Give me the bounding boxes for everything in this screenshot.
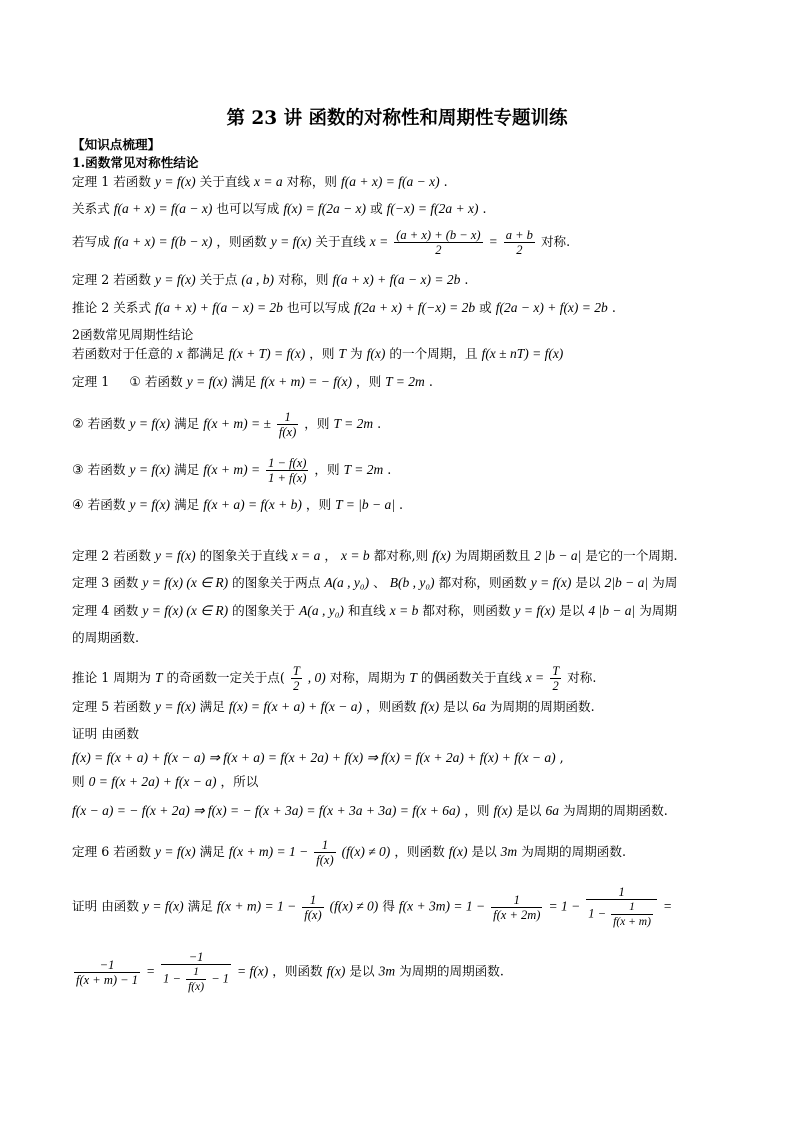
formula: y = f(x): [530, 575, 572, 590]
denominator: f(x + m): [613, 916, 651, 928]
formula: x = a: [254, 174, 283, 189]
compound-fraction: [586, 885, 657, 929]
formula: f(x + 3m) = 1 −: [398, 898, 486, 914]
formula: y = f(x): [155, 548, 196, 563]
document-title: 第 23 讲 函数的对称性和周期性专题训练: [226, 108, 568, 129]
fraction: [302, 893, 323, 922]
periodicity-theorem-2: [72, 548, 678, 564]
formula: 2 |b − a|: [534, 548, 582, 563]
circled-number: ③: [72, 463, 84, 478]
formula: T = 2m: [333, 416, 374, 431]
denominator: f(x): [188, 981, 205, 993]
formula: x = b: [341, 548, 370, 563]
section-2-title: 2函数常见周期性结论: [72, 327, 194, 342]
text: 为周期的周期函数.: [399, 963, 504, 979]
denominator: 2: [516, 243, 523, 257]
text: 也可以写成: [216, 201, 280, 216]
formula: f(x) = f(2a − x): [283, 201, 367, 216]
text: 若函数: [87, 416, 126, 431]
text: .: [482, 201, 487, 216]
text: 若写成: [72, 234, 110, 249]
text: 是以: [471, 844, 497, 859]
proof-6-step-1: [72, 885, 672, 929]
formula: f(a + x) + f(a − x) = 2b: [155, 300, 283, 315]
formula: f(x): [420, 699, 440, 714]
formula: T = |b − a|: [335, 497, 395, 512]
formula: =: [662, 898, 673, 914]
formula: y = f(x) (x ∈ R): [142, 575, 229, 590]
text: 关系式: [72, 201, 110, 216]
formula: y = f(x): [186, 374, 228, 389]
formula: B(b , y₀): [389, 575, 435, 590]
formula: = 1 −: [548, 898, 581, 914]
periodicity-theorem-4-cont: 的周期函数.: [72, 630, 139, 645]
formula: f(x + m) = 1 −: [216, 898, 297, 914]
formula: T = 2m: [385, 374, 425, 389]
text: 的图象关于两点: [232, 575, 321, 590]
text: 对称，则: [286, 174, 338, 189]
text: 定理 6 若函数: [72, 844, 151, 859]
inner-fraction: [611, 900, 653, 929]
fraction: [291, 664, 302, 693]
text: 对称，周期为: [329, 670, 406, 685]
section-1-title: 1.函数常见对称性结论: [72, 155, 199, 170]
numerator: −1: [161, 950, 231, 965]
fraction: [74, 958, 140, 987]
text: 推论 1 周期为: [72, 670, 151, 685]
text: 的图象关于: [232, 603, 296, 618]
formula: y = f(x): [155, 272, 196, 287]
text: ，则: [314, 462, 340, 477]
text: 的偶函数关于直线: [420, 670, 522, 685]
text: 为周期的周期函数.: [489, 699, 595, 714]
formula: f(x): [366, 346, 386, 361]
formula: A(a , y₀): [324, 575, 370, 590]
denominator: 2: [435, 243, 442, 257]
proof-5-step-1: [72, 750, 564, 766]
text: ，所以: [220, 774, 259, 789]
denominator: [161, 965, 231, 994]
formula: 6a: [472, 699, 486, 714]
proof-5-step-3: [72, 803, 668, 819]
section-header: 【知识点梳理】: [72, 137, 161, 152]
text: 若函数对于任意的: [72, 346, 173, 361]
proof-5-step-2: [72, 774, 258, 790]
text: 满足: [174, 462, 200, 477]
text: 或: [370, 201, 383, 216]
text: 满足: [231, 374, 257, 389]
symmetry-theorem-1: [72, 174, 448, 190]
formula: f(x): [326, 963, 346, 979]
symmetry-theorem-2: [72, 272, 468, 288]
formula: f(x): [432, 548, 451, 563]
formula: y = f(x): [129, 462, 171, 477]
numerator: (a + x) + (b − x): [396, 228, 481, 242]
periodicity-theorem-1-case-3: [72, 456, 391, 485]
numerator: 1: [302, 893, 323, 908]
text: 的奇函数一定关于点(: [166, 670, 285, 685]
text: ，则函数: [216, 234, 267, 249]
text: 为周: [652, 575, 678, 590]
symmetry-relation: [72, 201, 487, 217]
text: ，则: [464, 803, 490, 818]
text: ，则: [304, 416, 330, 431]
text: 证明 由函数: [72, 898, 139, 914]
formula: y = f(x): [155, 844, 196, 859]
formula: f(−x) = f(2a + x): [386, 201, 479, 216]
circled-number: ①: [129, 375, 141, 390]
text: .: [377, 416, 382, 431]
text: ，则函数: [272, 963, 323, 979]
denominator: f(x): [316, 853, 334, 867]
text: 和直线: [347, 603, 386, 618]
proof-6-step-2: [72, 950, 504, 994]
text: 为周期的周期函数.: [562, 803, 668, 818]
formula: f(x + m) = 1 −: [228, 844, 309, 859]
inner-fraction: [186, 965, 206, 994]
text: 都对称，则函数: [438, 575, 527, 590]
text: 若函数: [87, 462, 126, 477]
numerator: 1: [314, 838, 335, 853]
formula: 6a: [545, 803, 559, 818]
formula: y = f(x): [143, 898, 184, 914]
text: 是以: [516, 803, 542, 818]
text: 得: [382, 898, 395, 914]
text: 推论 2 关系式: [72, 300, 151, 315]
formula: y = f(x): [270, 234, 312, 249]
text: 对称，则: [278, 272, 329, 287]
denominator: f(x + 2m): [493, 907, 541, 922]
text: 1 −: [163, 971, 181, 986]
text: ,: [559, 750, 564, 765]
formula: =: [488, 234, 498, 249]
formula: x =: [369, 234, 389, 249]
fraction: [314, 838, 335, 867]
formula: f(a + x) + f(a − x) = 2b: [332, 272, 461, 287]
formula: x = b: [389, 603, 419, 618]
formula: 4 |b − a|: [588, 603, 636, 618]
formula: 2|b − a|: [604, 575, 649, 590]
text: 关于点: [199, 272, 238, 287]
formula: f(a + x) = f(a − x): [113, 201, 213, 216]
text: 定理 3 函数: [72, 575, 139, 590]
formula: f(x): [493, 803, 513, 818]
text: 、: [373, 575, 386, 590]
fraction: [277, 410, 298, 439]
text: 是它的一个周期.: [585, 548, 678, 563]
formula: f(a + x) = f(b − x): [113, 234, 213, 249]
text: 满足: [174, 497, 200, 512]
formula: f(x ± nT) = f(x): [481, 346, 564, 361]
formula: x: [176, 346, 183, 361]
text: 定理 5 若函数: [72, 699, 151, 714]
formula: (a , b): [241, 272, 275, 287]
text: 满足: [199, 699, 225, 714]
denominator: f(x): [278, 425, 297, 439]
formula: = f(x): [237, 963, 269, 979]
periodicity-theorem-6: [72, 838, 626, 867]
text: 都满足: [186, 346, 225, 361]
formula: y = f(x): [129, 416, 171, 431]
numerator: 1: [186, 965, 206, 980]
formula: f(x) = f(x + a) + f(x − a): [228, 699, 362, 714]
formula: f(x − a) = − f(x + 2a) ⇒ f(x) = − f(x + 3a) = f(x + 3a + 3a) = f(x + 6a): [72, 803, 461, 818]
text: 关于直线: [199, 174, 250, 189]
formula: y = f(x): [129, 497, 171, 512]
text: 定理 1: [72, 374, 110, 389]
text: 定理 1 若函数: [72, 174, 151, 189]
symmetry-corollary-2: [72, 300, 616, 316]
text: ，则: [305, 497, 332, 512]
formula: y = f(x): [155, 174, 196, 189]
text: 是以: [349, 963, 375, 979]
text: 都对称,则: [373, 548, 429, 563]
text: 则: [72, 774, 85, 789]
text: 为周期: [639, 603, 678, 618]
circled-number: ④: [72, 498, 84, 513]
formula: f(x + m) =: [203, 462, 261, 477]
text: .: [611, 300, 616, 315]
numerator: 1: [491, 893, 542, 908]
formula: y = f(x): [155, 699, 196, 714]
formula: , 0): [307, 670, 326, 685]
formula: f(x + m) = − f(x): [260, 374, 352, 389]
numerator: −1: [74, 958, 140, 973]
periodicity-theorem-3: [72, 575, 677, 591]
periodicity-theorem-5: [72, 699, 595, 715]
fraction: [394, 228, 482, 257]
symmetry-general-form: [72, 228, 570, 257]
formula: f(2a − x) + f(x) = 2b: [495, 300, 608, 315]
text: − 1: [211, 971, 229, 986]
formula: A(a , y₀): [299, 603, 344, 618]
text: 也可以写成: [286, 300, 350, 315]
denominator: f(x): [304, 907, 322, 922]
formula: f(x) = f(x + a) + f(x − a) ⇒ f(x + a) = f(x + 2a) + f(x) ⇒ f(x) = f(x + 2a) + f(x) + f(x − a): [72, 750, 556, 765]
text: ，则函数: [394, 844, 445, 859]
text: 是以: [575, 575, 601, 590]
fraction: [504, 228, 535, 257]
formula: f(a + x) = f(a − x): [341, 174, 440, 189]
formula: T: [409, 670, 417, 685]
text: .: [387, 462, 392, 477]
formula: x = a: [291, 548, 321, 563]
formula: (f(x) ≠ 0): [329, 898, 379, 914]
formula: T = 2m: [343, 462, 384, 477]
denominator: 2: [293, 679, 300, 693]
fraction: [491, 893, 542, 922]
text: 的一个周期，且: [389, 346, 478, 361]
formula: 3m: [378, 963, 396, 979]
formula: f(2a + x) + f(−x) = 2b: [353, 300, 476, 315]
text: 或: [479, 300, 492, 315]
text: 为: [350, 346, 363, 361]
formula: f(x): [448, 844, 468, 859]
text: 1 −: [588, 906, 607, 921]
formula: f(x + T) = f(x): [228, 346, 306, 361]
fraction: [266, 456, 308, 485]
formula: f(x + m) = ±: [203, 416, 271, 431]
formula: y = f(x): [514, 603, 556, 618]
text: .: [443, 174, 448, 189]
text: 满足: [187, 898, 213, 914]
formula: 3m: [500, 844, 518, 859]
text: 满足: [174, 416, 200, 431]
denominator: [586, 900, 657, 929]
text: 是以: [443, 699, 469, 714]
denominator: f(x + m) − 1: [76, 972, 138, 987]
text: ，则函数: [366, 699, 417, 714]
text: 都对称，则函数: [422, 603, 511, 618]
text: 定理 4 函数: [72, 603, 139, 618]
numerator: 1 − f(x): [268, 456, 307, 470]
denominator: 1 + f(x): [268, 471, 307, 485]
formula: x =: [525, 670, 545, 685]
formula: f(x + a) = f(x + b): [203, 497, 302, 512]
numerator: 1: [586, 885, 657, 900]
text: 对称.: [540, 234, 571, 249]
periodicity-intro: [72, 346, 563, 362]
text: .: [464, 272, 469, 287]
formula: 0 = f(x + 2a) + f(x − a): [88, 774, 217, 789]
periodicity-theorem-4: [72, 603, 677, 619]
numerator: 1: [277, 410, 298, 425]
text: ，则: [309, 346, 335, 361]
text: .: [398, 497, 403, 512]
compound-fraction: [161, 950, 231, 994]
numerator: 1: [611, 900, 653, 915]
periodicity-theorem-1-case-2: [72, 410, 381, 439]
periodicity-theorem-1-case-1: [72, 374, 433, 391]
text: 关于直线: [315, 234, 366, 249]
proof-5-intro: 证明 由函数: [72, 726, 139, 741]
periodicity-corollary-1: [72, 664, 596, 693]
text: 若函数: [87, 497, 126, 512]
formula: =: [146, 963, 156, 979]
numerator: T: [552, 664, 560, 678]
text: ，: [324, 548, 338, 563]
formula: y = f(x) (x ∈ R): [142, 603, 229, 618]
formula: T: [155, 670, 163, 685]
text: .: [428, 374, 433, 389]
text: 为周期的周期函数.: [521, 844, 626, 859]
formula: T: [338, 346, 347, 361]
numerator: T: [292, 664, 300, 678]
denominator: 2: [552, 679, 559, 693]
text: 若函数: [144, 374, 183, 389]
fraction: [550, 664, 561, 693]
text: 定理 2 若函数: [72, 272, 151, 287]
text: 的图象关于直线: [199, 548, 288, 563]
text: 满足: [199, 844, 225, 859]
text: 是以: [559, 603, 585, 618]
text: 为周期函数且: [454, 548, 531, 563]
text: ，则: [355, 374, 382, 389]
circled-number: ②: [72, 417, 84, 432]
formula: (f(x) ≠ 0): [341, 844, 391, 859]
text: 定理 2 若函数: [72, 548, 151, 563]
text: 对称.: [567, 670, 597, 685]
periodicity-theorem-1-case-4: [72, 497, 403, 514]
numerator: a + b: [505, 228, 533, 242]
